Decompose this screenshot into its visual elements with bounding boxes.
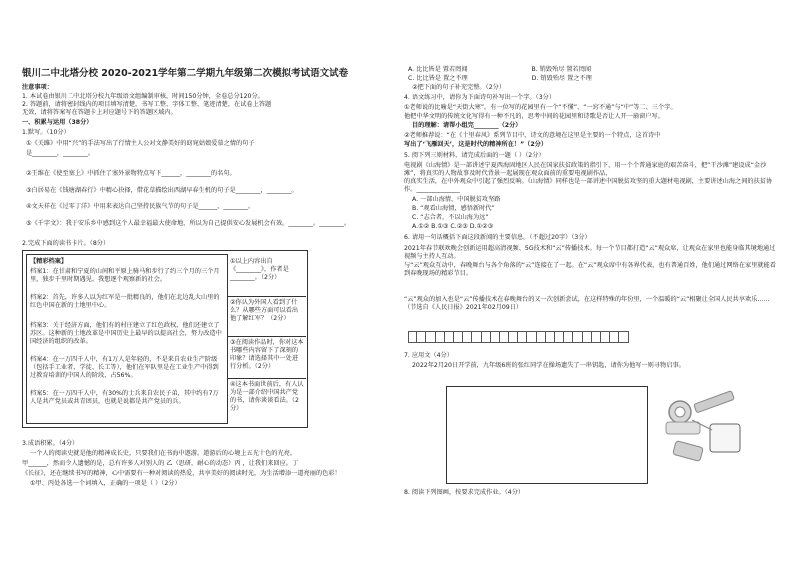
card-question-4: ④这本书面世前后，有人认为是一部介绍中国共产党的书，请你谈谈看法。（2分） (230, 381, 304, 412)
q1-item: ④文天祥在《过零丁洋》中用来表达自己坚持民族气节的句子是______，________。 (26, 203, 255, 210)
card-para-1: 档案1：在甘肃和宁夏的山间和平原上骑马和步行了约三个月的三个月里，独步千里时期遇见。我想逐个观察新的社会。 (30, 268, 220, 283)
option-ab (408, 66, 591, 74)
q5-choice: A. 一部山海情，中国脱贫攻坚路 (412, 196, 501, 203)
q4-line: 他把中华文明的传统文化写得有一种不凡的，思考中间的花园里和诗歌是否让人开一扇窗户写。 (404, 113, 664, 120)
q3-text: 甲______，然而令人遗憾的是，总有许多人对别人的 乙（思研，耐心的动态）丙 ，让我们来回应。丁 (22, 460, 299, 467)
q1-item: ②王维在《使至塞上》中抓住了塞外景物特点写下______，________的名句。 (26, 170, 236, 177)
card-para-5: 档案5：在一万四千人中，有30%的士兵来自农民子弟，其中约有7万人是共产党员或共青团员，也就是说都是共产党员的兵。 (30, 390, 219, 405)
option-cd (408, 75, 592, 83)
q6-heading: 6. 请用一句话概括下面这段新闻的主要信息。（不超过20字）（3分） (404, 234, 591, 241)
card-question-1: ①以上内容出自《________》，作者是________。（2分） (230, 258, 289, 281)
q4-heading: 4. 语文练习中，请你为下面诗句补写出一个字。（3分） (404, 94, 556, 101)
q5-options: A.①② B.①③ C.②③ D.①②③ (412, 223, 494, 230)
q5-heading: 5. 阅下列三则材料，请完成后面的一题（ ）（2分） (404, 152, 545, 159)
option-c: C. 比比皆是 置之不理 (408, 75, 468, 82)
key-tag-icon (710, 424, 740, 452)
card-question-3: ③在阅读作品时，你对这本书哪些内容留下了深刻的印象？请选择其中一处进行分析。（2分） (230, 339, 304, 370)
q6-news: 与“云”观众互动中，春晚舞台与各个角落的“云”连接在了一起。在“云”观众席中有各界代表，也有普通百姓，他们通过网络在家里就能看到春晚现场的精彩节目。 (404, 262, 776, 277)
notice-title: 注意事项： (22, 84, 53, 91)
option-b: B. 销毁殆尽 置若罔闻 (531, 66, 592, 73)
q3-text: ①甲、丙处各选一个词填入，正确的一项是（ ）（2分） (30, 480, 181, 487)
key-fob-icon (673, 441, 704, 462)
q7-prompt: 2022年2月20日开学前，九年级6班的张红同学在操场遗失了一串钥匙，请你为他写一则寻物启事。 (412, 362, 685, 369)
q3-part2: ②把下面的句子补充完整。（2分） (412, 84, 506, 91)
answer-grid[interactable] (408, 331, 629, 343)
q3-text: 一个人的阅读史就是他的精神成长史，只要我们在书海中遨游，遨游后的心境上五光十色的光亮。 (30, 450, 297, 457)
option-d: D. 销毁殆尽 置之不理 (531, 75, 592, 82)
key-blade-icon (694, 391, 735, 413)
notice-line-1: 1. 本试卷由银川二中北塔分校九年级语文组编制审核，时间150分钟，全卷总分120分。 (22, 93, 264, 100)
key-ring-hole (675, 407, 685, 417)
q3-text: 《长征》，还在继续书写的精神，心中需要有一种对阅读的热爱，共享美好的阅读时光，为生活增添一道亮丽的色彩！ (22, 470, 341, 477)
q1-heading: 1.默写。（10分） (22, 129, 70, 136)
card-para-4: 档案4：在一万四千人中，有1万人是年轻的，不是来自农业生产阶级（包括手工业者、学徒、长工等），他们在军队里是在工业生产中得到过教育培训的中国人的阶段，占56%。 (30, 356, 219, 379)
q1-item: 是________，________。 (26, 150, 95, 157)
q3-heading: 3.成语积累。（4分） (22, 440, 79, 447)
q8-heading: 8. 阅读下列图画，按要求完成作业。（4分） (404, 489, 525, 496)
q4-line: ①老师说的比喻是“天街大寒”。有一位写的花园里有一个“不懂”、“一窍不通”与“中”等二、三个字。 (404, 104, 677, 111)
card-divider (228, 378, 306, 379)
q4-line: 目的理解：请帮小组完________（2分） (412, 122, 522, 129)
q5-choice: C. “志合者，不以山海为远” (412, 214, 489, 221)
key-head-icon (666, 422, 700, 434)
card-divider (228, 336, 306, 337)
q5-choice: B. “观看山海情，感悟新时代” (412, 205, 495, 212)
notice-line-3: 无效，请将答案写在答题卡上对应题号下的答题区域内。 (22, 109, 177, 116)
card-heading: 【精彩档案】 (30, 258, 68, 265)
q7-heading: 7. 应用文（4分） (404, 352, 453, 359)
keys-illustration (652, 384, 764, 486)
q6-news: “云”观众的加入也是“云”传播技术在春晚舞台的又一次创新尝试，在这样特殊的年份里，一个温暖的“云”相聚让全国人民共享欢乐……（节选自《人民日报》2021年02月09日） (404, 296, 770, 311)
q4-line: 写出了‘飞雁回天’，这是时代的精神所在！”（2分） (404, 141, 548, 148)
q1-item: ①《关雎》中用“兴”的手法写出了行情主人公对文静美好的窈窕姑娘爱慕之情的句子 (26, 140, 255, 147)
card-divider (228, 296, 306, 297)
notice-line-2: 2. 答题前，请将密封线内的项目填写清楚，书写工整、字体工整、笔迹清楚，在试卷上答题 (22, 101, 272, 108)
answer-box[interactable] (446, 386, 648, 484)
card-para-3: 档案3：关于经济方面，他们有的村庄建立了红色政权，他们还建立了苏区。这种新的土地改革是中国历史上最早的以提高社会，努力改造中国经济的组织的改革。 (30, 322, 222, 345)
q1-item: ③白居易在《钱塘湖春行》中精心抉择，借花草描绘出西湖早春生机的句子是________，________。 (26, 187, 298, 194)
option-a: A. 比比皆是 置若罔闻 (408, 66, 468, 73)
q4-line: ②老师推荐说：“在《十里春风》系列节目中，诗文的意境在这里是主要的一个特点，这首诗中 (404, 132, 661, 139)
section-title: 一、积累与运用（38分） (22, 119, 93, 126)
card-question-2: ②你认为外国人看到了什么？从哪些方面可以看出他了解红军？（2分） (230, 299, 299, 322)
q5-material: 的真实生活，在中外观众中引起了强烈反响。《山海情》同样也是一部讲述中国脱贫攻坚的重大题材电视剧，主要讲述山海之间的扶贫协作。______________ (404, 178, 773, 193)
q5-material: 电视剧《山海情》是一部讲述宁夏西海固地区人民在国家扶贫政策的指引下，用一个个普通家庭的艰苦奋斗，把“干沙滩”建设成“金沙滩”，将真实的人物故事及时代背景一起展现在观众面前的重要电视剧作品， (404, 162, 767, 177)
q1-item: ⑤《千字文》：我于安乐乡中感到这个人最幸福最大使命地，所以为自己提供安心发展机会有效。________。________。 (26, 220, 351, 227)
card-para-2: 档案2：首先，许多人以为红军是一批精良的，他们在北边乱大山里的红色中国在新的土地里中心。 (30, 294, 220, 309)
q2-heading: 2.完成下面的读书卡片。（8分） (22, 240, 110, 247)
q6-news: 2021年春节联欢晚会创新运用超高清视频、5G技术和“云”传播技术。每一个节目都打造“云”观众席，让观众在家里也能身临其境地通过视频与主持人互动。 (404, 245, 776, 260)
exam-title: 银川二中北塔分校 2020-2021学年第二学期九年级第二次模拟考试语文试卷 (22, 68, 349, 79)
